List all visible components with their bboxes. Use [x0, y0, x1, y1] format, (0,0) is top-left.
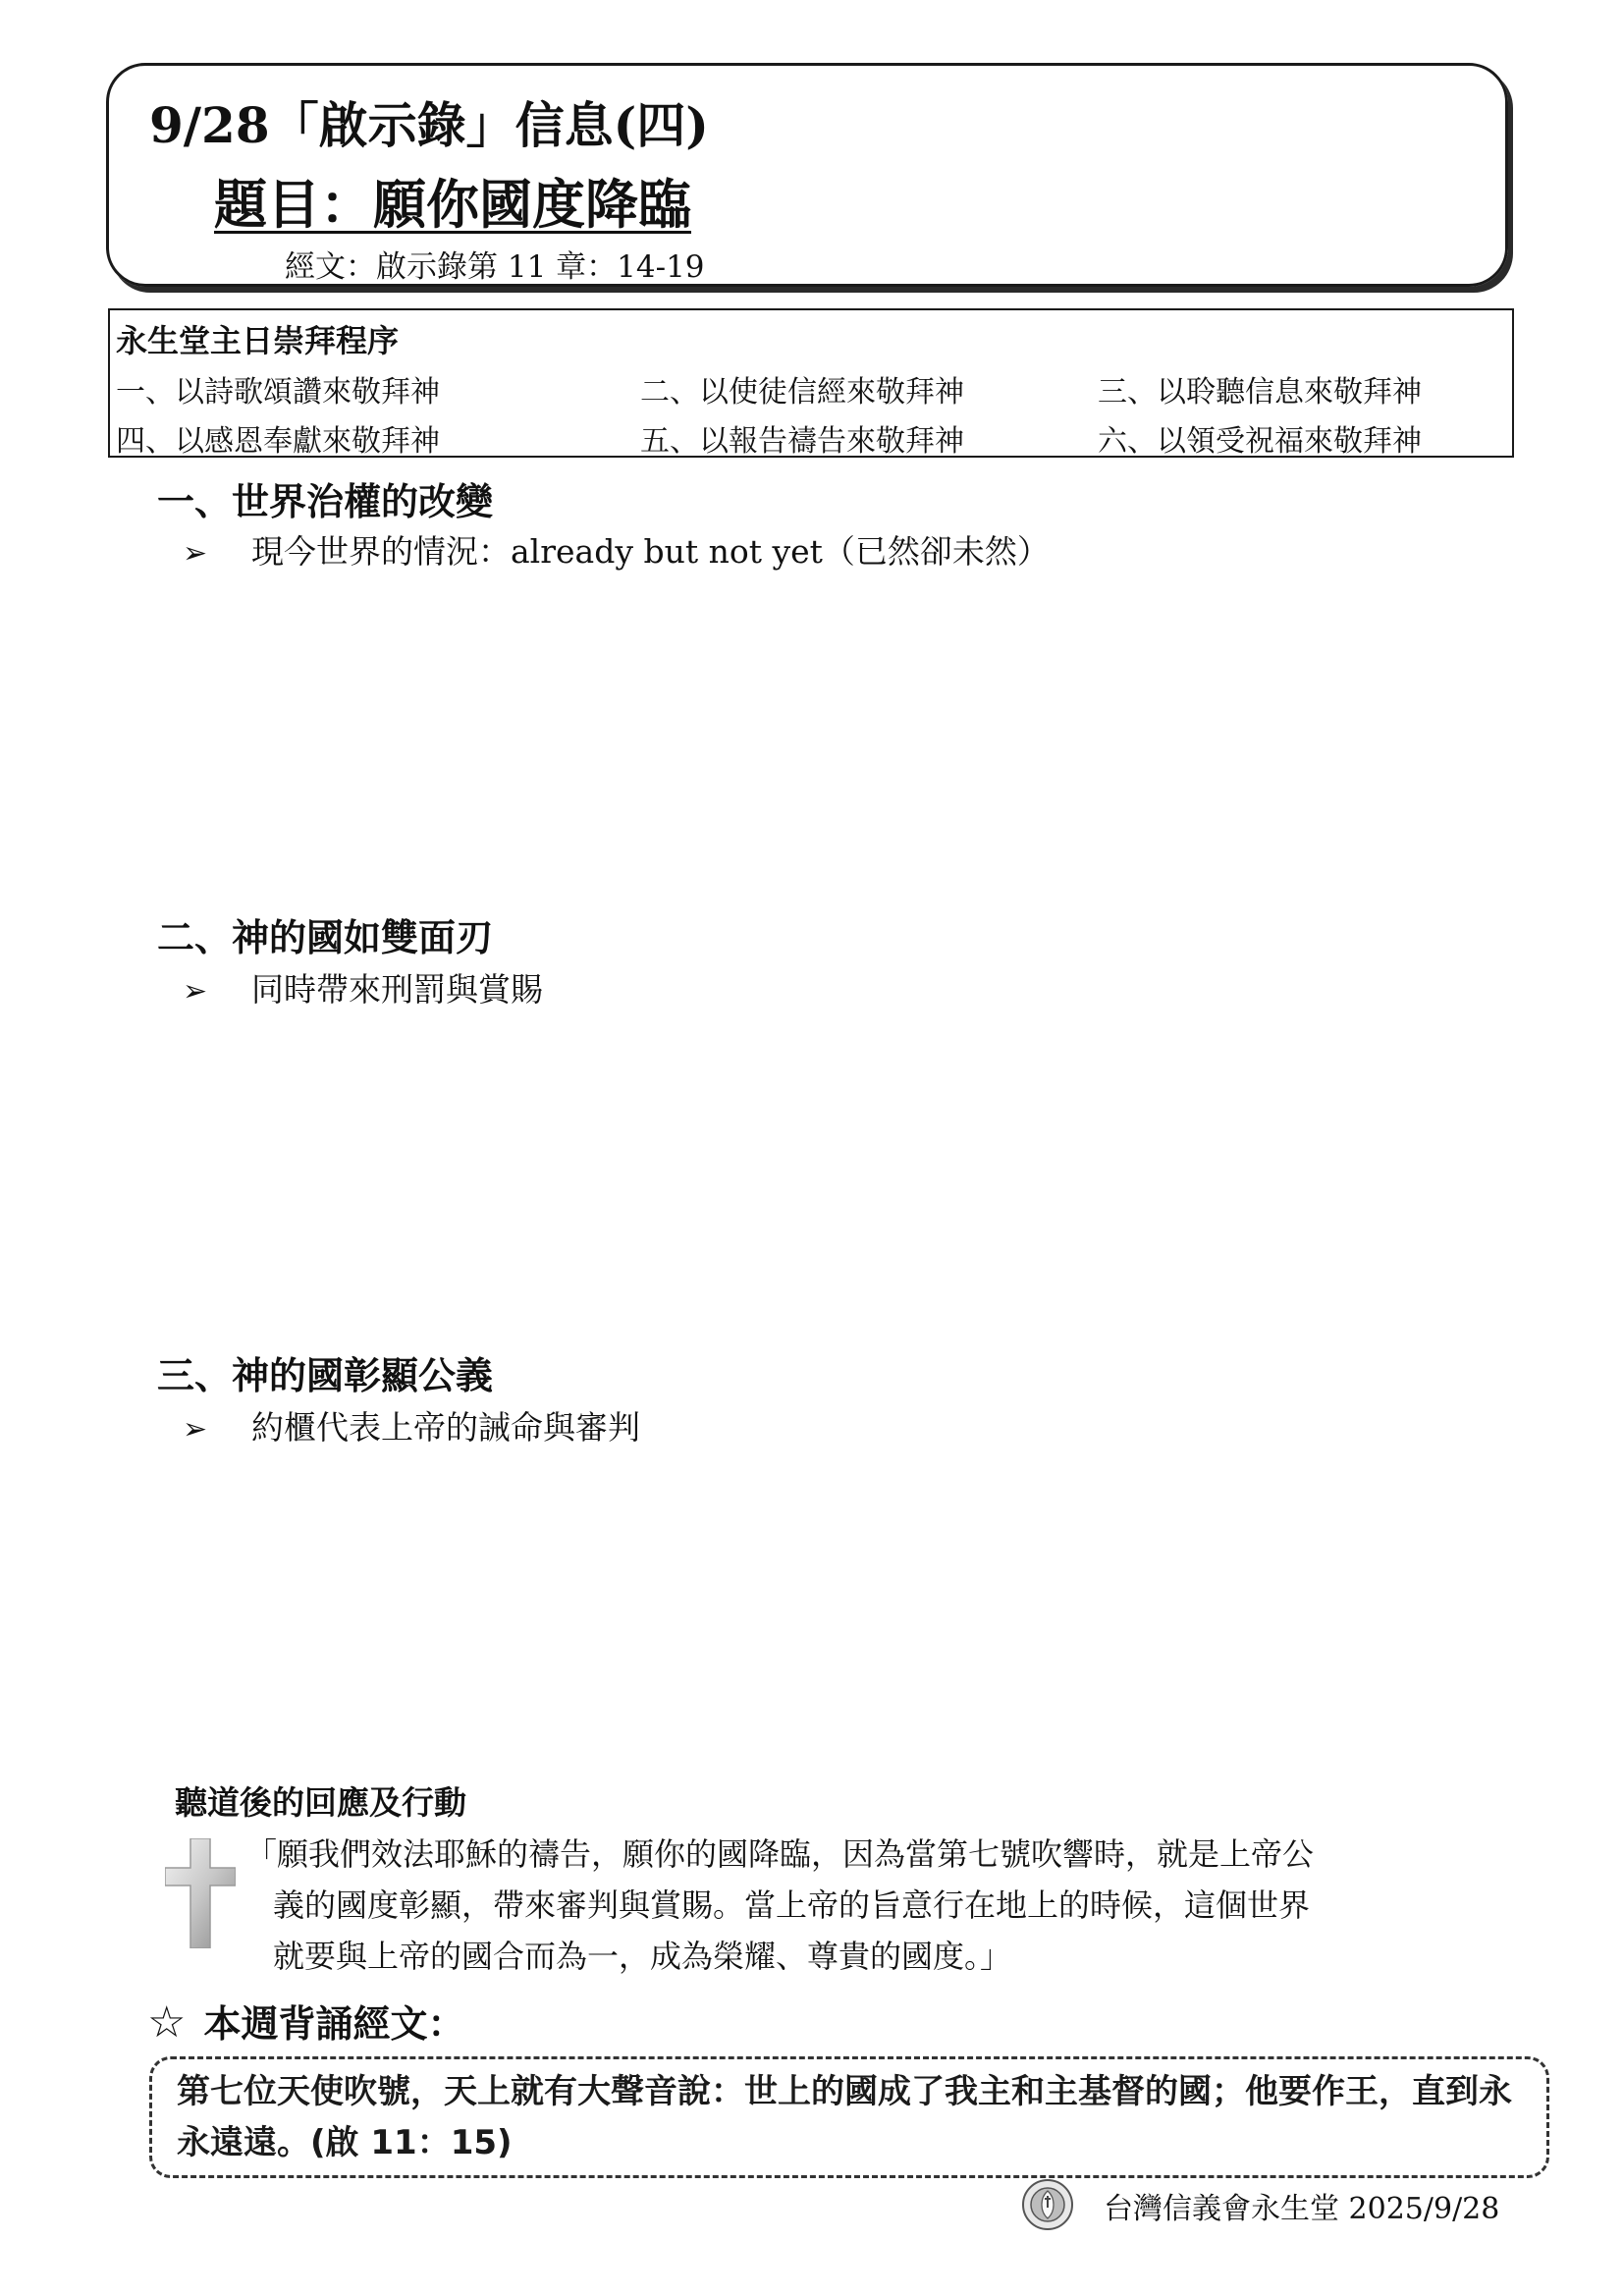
- worship-program-title: 永生堂主日崇拜程序: [116, 322, 400, 359]
- program-item: 二、以使徒信經來敬拜神: [640, 375, 964, 410]
- church-seal-icon: [1021, 2178, 1074, 2231]
- series-title: 9/28「啟示錄」信息(四): [149, 96, 709, 154]
- response-line: 義的國度彰顯，帶來審判與賞賜。當上帝的旨意行在地上的時候，這個世界: [273, 1886, 1311, 1924]
- bullet-text: 現今世界的情況：already but not yet（已然卻未然）: [251, 532, 1050, 571]
- memory-verse-text: 第七位天使吹號，天上就有大聲音說：世上的國成了我主和主基督的國；他要作王，直到永永遠遠。(啟 11：15): [177, 2072, 1512, 2162]
- section-bullet: [183, 1402, 640, 1449]
- arrow-bullet-icon: ➢: [183, 974, 208, 1009]
- program-item: 五、以報告禱告來敬拜神: [640, 424, 964, 459]
- program-item: 六、以領受祝福來敬拜神: [1098, 424, 1422, 459]
- section-heading: 二、神的國如雙面刃: [157, 915, 494, 959]
- memory-verse-heading: [147, 1994, 464, 2048]
- section-heading: 一、世界治權的改變: [157, 479, 494, 523]
- section-bullet: [183, 526, 1050, 573]
- bullet-text: 同時帶來刑罰與賞賜: [251, 970, 543, 1009]
- response-heading: 聽道後的回應及行動: [175, 1783, 466, 1822]
- sermon-topic: 題目：願你國度降臨: [214, 173, 691, 236]
- program-item: 一、以詩歌頌讚來敬拜神: [116, 375, 440, 410]
- response-line: 「願我們效法耶穌的禱告，願你的國降臨，因為當第七號吹響時，就是上帝公: [245, 1835, 1315, 1873]
- cross-icon: [165, 1838, 236, 1948]
- footer-church-date: 台灣信義會永生堂 2025/9/28: [1104, 2192, 1500, 2226]
- response-text: [245, 1829, 1522, 1982]
- response-line: 就要與上帝的國合而為一，成為榮耀、尊貴的國度。」: [273, 1938, 1012, 1975]
- program-item: 三、以聆聽信息來敬拜神: [1098, 375, 1422, 410]
- bullet-text: 約櫃代表上帝的誡命與審判: [251, 1408, 640, 1447]
- arrow-bullet-icon: ➢: [183, 536, 208, 571]
- program-item: 四、以感恩奉獻來敬拜神: [116, 424, 440, 459]
- section-heading: 三、神的國彰顯公義: [157, 1353, 494, 1397]
- arrow-bullet-icon: ➢: [183, 1412, 208, 1447]
- scripture-reference: 經文：啟示錄第 11 章：14-19: [285, 249, 705, 285]
- memory-verse-title: 本週背誦經文：: [203, 2001, 465, 2046]
- section-bullet: [183, 964, 543, 1011]
- star-icon: ☆: [147, 1997, 187, 2048]
